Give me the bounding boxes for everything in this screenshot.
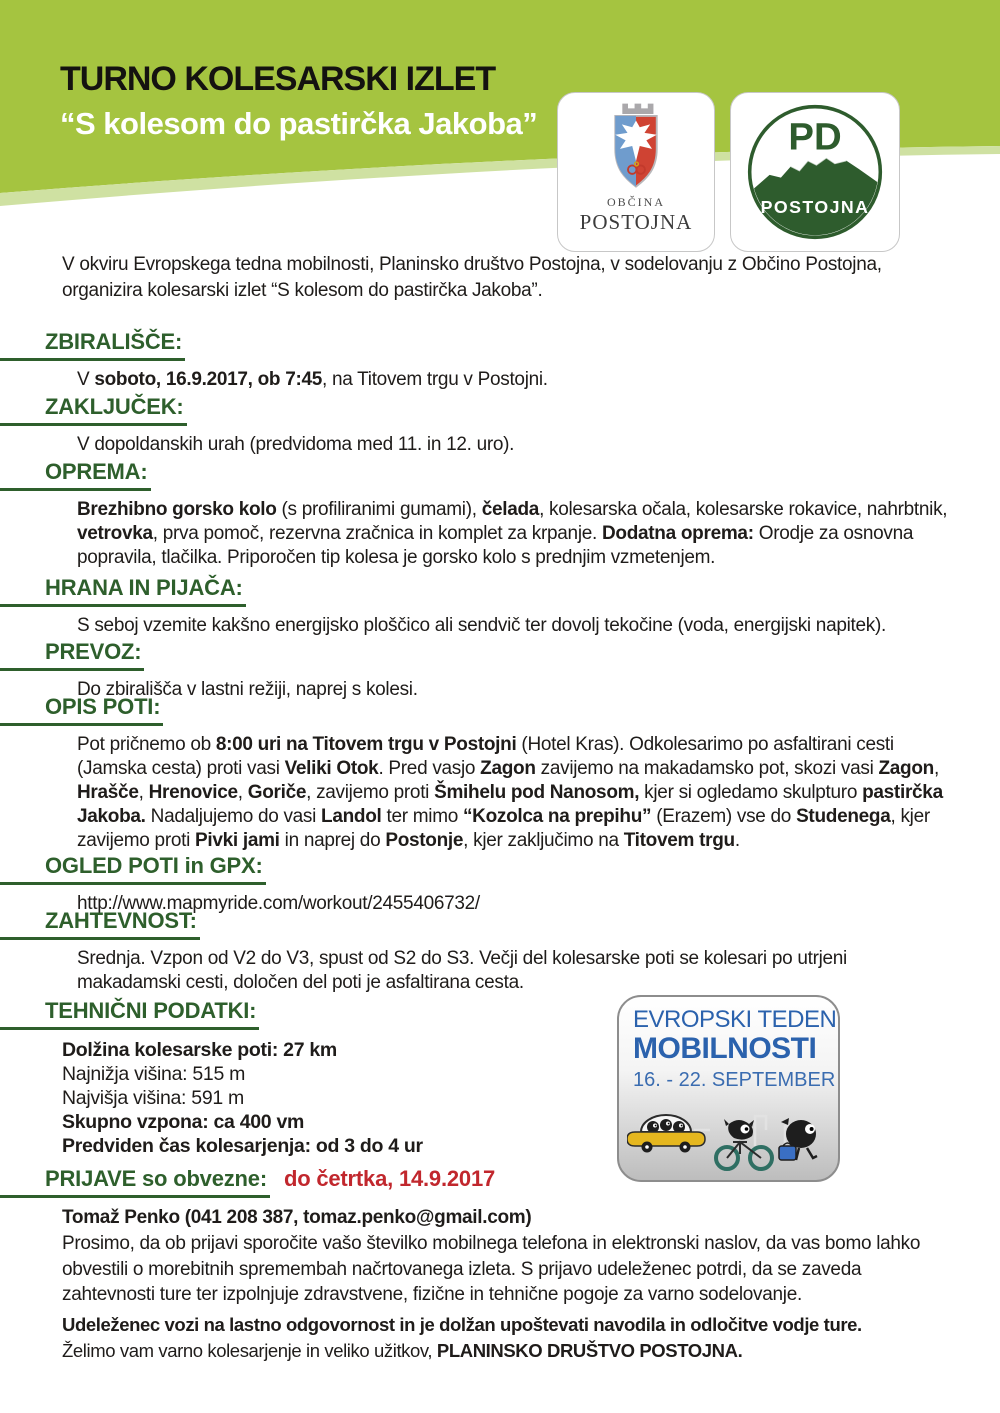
- tech-line: Dolžina kolesarske poti: 27 km: [62, 1039, 337, 1061]
- mobility-cartoon: [627, 1096, 832, 1174]
- section-heading-text: HRANA IN PIJAČA:: [0, 575, 246, 607]
- footer-disclaimer: Udeleženec vozi na lastno odgovornost in je dolžan upoštevati navodila in odločitve vodje ture.: [62, 1314, 862, 1335]
- section-prevoz: [0, 639, 1000, 702]
- prijave-deadline: do četrtka, 14.9.2017: [283, 1166, 496, 1191]
- intro-paragraph: V okviru Evropskega tedna mobilnosti, Planinsko društvo Postojna, v sodelovanju z Občino Postojna, organizira kolesarski izlet “S kolesom do pastirčka Jakoba”.: [62, 254, 882, 301]
- section-heading: [0, 639, 1000, 671]
- section-heading-text: OGLED POTI in GPX:: [0, 853, 266, 885]
- svg-text:PD: PD: [788, 115, 842, 159]
- section-heading: [0, 394, 1000, 426]
- section-body: V dopoldanskih urah (predvidoma med 11. in 12. uro).: [77, 434, 515, 455]
- prijave-note: Prosimo, da ob prijavi sporočite vašo številko mobilnega telefona in elektronski naslov, da vas bomo lahko obvestili o morebitnih spremembah načrtovanega izleta. S prijavo udeleženec potrdi, da se zaveda zahtevnosti ture ter izpolnjuje zdravstvene, fizične in tehnične pogoje za varno sodelovanje.: [62, 1233, 921, 1305]
- section-heading-text: TEHNIČNI PODATKI:: [0, 998, 259, 1030]
- footer: [0, 1312, 1000, 1364]
- section-heading: [0, 908, 1000, 940]
- footer-signoff: Želimo vam varno kolesarjenje in veliko užitkov, PLANINSKO DRUŠTVO POSTOJNA.: [62, 1340, 743, 1361]
- section-heading: [0, 694, 1000, 726]
- section-heading: [0, 575, 1000, 607]
- route-url[interactable]: http://www.mapmyride.com/workout/2455406732/: [77, 893, 480, 914]
- section-heading: [0, 998, 1000, 1030]
- section-hrana-in-pijaca: [0, 575, 1000, 638]
- section-heading: [0, 329, 1000, 361]
- tech-line: Predviden čas kolesarjenja: od 3 do 4 ur: [62, 1135, 423, 1157]
- section-zakljucek: [0, 394, 1000, 457]
- contact-line: Tomaž Penko (041 208 387, tomaz.penko@gmail.com): [62, 1207, 532, 1228]
- section-body: Do zbirališča v lastni režiji, naprej s kolesi.: [77, 679, 418, 700]
- section-body: S seboj vzemite kakšno energijsko ploščico ali sendvič ter dovolj tekočine (voda, energijski napitek).: [77, 615, 886, 636]
- svg-text:POSTOJNA: POSTOJNA: [760, 197, 870, 218]
- obcina-caption-large: POSTOJNA: [579, 210, 693, 234]
- section-heading-text: ZAKLJUČEK:: [0, 394, 187, 426]
- mobility-week-logo: [617, 995, 840, 1182]
- pd-postojna-logo: [730, 92, 900, 252]
- mobility-line2: MOBILNOSTI: [633, 1032, 817, 1065]
- pd-emblem-icon: [744, 101, 886, 243]
- section-ogled-poti-gpx: [0, 853, 1000, 916]
- mobility-line1: EVROPSKI TEDEN: [633, 1006, 837, 1033]
- section-heading-text: PREVOZ:: [0, 639, 144, 671]
- section-tehnicni-podatki: [0, 998, 1000, 1158]
- coat-of-arms-icon: [603, 101, 669, 193]
- section-heading: [0, 459, 1000, 491]
- tech-line: Najvišja višina: 591 m: [62, 1087, 244, 1109]
- car-icon: [627, 1115, 705, 1152]
- tech-line: Najnižja višina: 515 m: [62, 1063, 246, 1085]
- section-body: V soboto, 16.9.2017, ob 7:45, na Titovem trgu v Postojni.: [77, 369, 548, 390]
- mobility-line3: 16. - 22. SEPTEMBER: [633, 1069, 836, 1091]
- section-heading: [0, 853, 1000, 885]
- section-zahtevnost: [0, 908, 1000, 995]
- page-subtitle: “S kolesom do pastirčka Jakoba”: [60, 106, 538, 141]
- section-body: Pot pričnemo ob 8:00 uri na Titovem trgu v Postojni (Hotel Kras). Odkolesarimo po asfaltirani cesti (Jamska cesta) proti vasi Veliki Otok. Pred vasjo Zagon zavijemo na makadamsko pot, skozi vasi Zagon, Hrašče, Hrenovice, Goriče, zavijemo proti Šmihelu pod Nanosom, kjer si ogledamo skulpturo pastirčka Jakoba. Nadaljujemo do vasi Landol ter mimo “Kozolca na prepihu” (Erazem) vse do Studenega, kjer zavijemo proti Pivki jami in naprej do Postonje, kjer zaključimo na Titovem trgu.: [77, 734, 943, 851]
- section-heading: [0, 1166, 1000, 1198]
- section-heading-text: OPREMA:: [0, 459, 151, 491]
- obcina-caption-small: OBČINA: [606, 195, 665, 209]
- section-zbiralisce: [0, 329, 1000, 392]
- section-heading-text: OPIS POTI:: [0, 694, 163, 726]
- page-title: TURNO KOLESARSKI IZLET: [60, 60, 496, 98]
- section-heading-text: ZAHTEVNOST:: [0, 908, 200, 940]
- obcina-postojna-logo: [557, 92, 715, 252]
- tech-line: Skupno vzpona: ca 400 vm: [62, 1111, 305, 1133]
- section-heading-text: ZBIRALIŠČE:: [0, 329, 185, 361]
- section-heading-text: PRIJAVE so obvezne:: [0, 1166, 270, 1198]
- section-body: Srednja. Vzpon od V2 do V3, spust od S2 do S3. Večji del kolesarske poti se kolesari po utrjeni makadamski cesti, določen del poti je asfaltirana cesta.: [77, 948, 847, 993]
- section-body: Brezhibno gorsko kolo (s profiliranimi gumami), čelada, kolesarska očala, kolesarske rokavice, nahrbtnik, vetrovka, prva pomoč, rezervna zračnica in komplet za krpanje. Dodatna oprema: Orodje za osnovna popravila, tlačilka. Priporočen tip kolesa je gorsko kolo s prednjim vzmetenjem.: [77, 499, 948, 568]
- section-oprema: [0, 459, 1000, 570]
- cyclist-icon: [716, 1119, 772, 1169]
- section-prijave: [0, 1166, 1000, 1308]
- section-opis-poti: [0, 694, 1000, 853]
